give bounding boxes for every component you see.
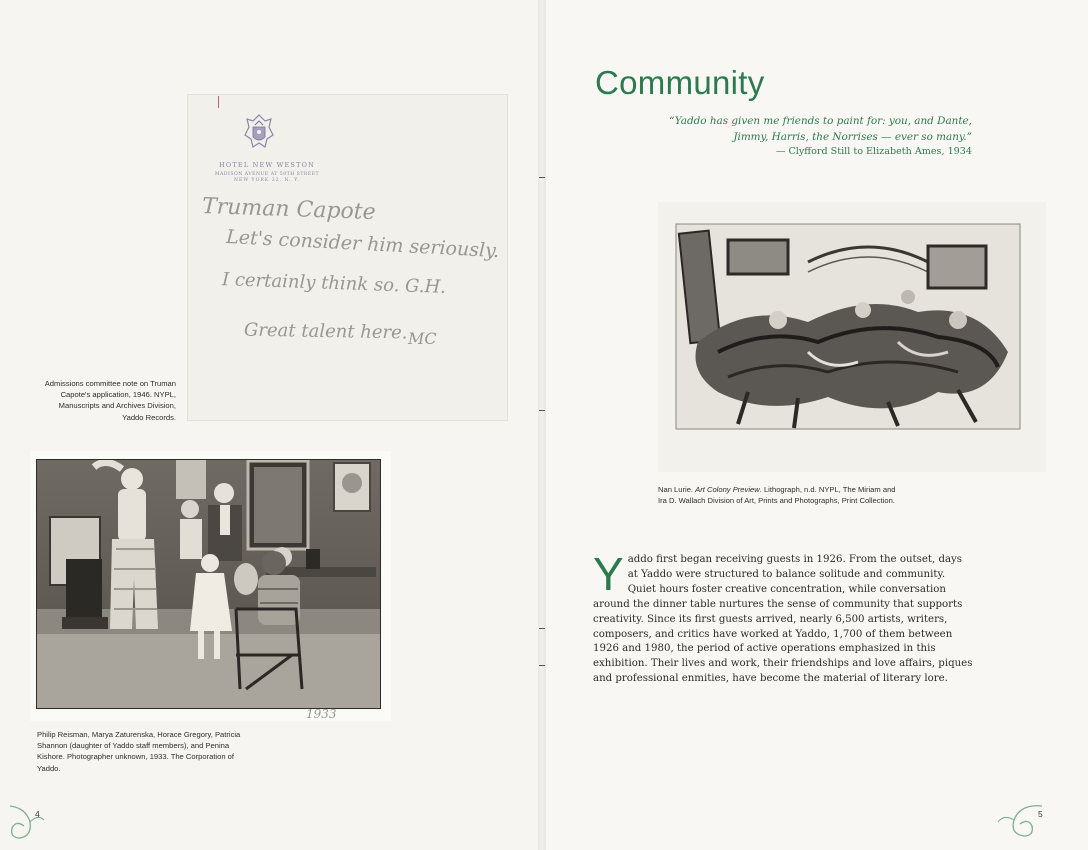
handwriting-initials: MC xyxy=(408,329,437,348)
handwriting-line: I certainly think so. G.H. xyxy=(221,269,447,298)
lithograph-image xyxy=(658,202,1046,472)
epigraph-attribution: — Clyfford Still to Elizabeth Ames, 1934 xyxy=(775,146,972,157)
body-paragraph xyxy=(593,548,973,687)
lithograph-caption xyxy=(658,484,898,506)
litho-caption-title: Art Colony Preview xyxy=(695,485,760,494)
capote-admissions-note xyxy=(187,94,508,421)
drop-cap: Y xyxy=(593,548,624,600)
page-title: Community xyxy=(595,64,765,101)
letterhead-name: HOTEL NEW WESTON xyxy=(218,161,316,169)
book-gutter xyxy=(538,0,546,850)
epigraph-quote: “Yaddo has given me friends to paint for: you, and Dante, Jimmy, Harris, the Norrises — ever so many.” xyxy=(669,115,972,143)
gutter-tick xyxy=(539,665,545,666)
letterhead-address: MADISON AVENUE AT 50TH STREET xyxy=(214,172,320,177)
gutter-tick xyxy=(539,177,545,178)
photo-caption: Philip Reisman, Marya Zaturenska, Horace Gregory, Patricia Shannon (daughter of Yaddo staff members), and Penina Kishore. Photographer unknown, 1933. The Corporation of Yaddo. xyxy=(37,730,241,773)
handwriting-line: Great talent here. xyxy=(243,319,408,344)
litho-caption-author: Nan Lurie. xyxy=(658,485,696,494)
letterhead-city: NEW YORK 22, N. Y. xyxy=(233,178,300,183)
art-colony-lithograph xyxy=(658,202,1046,472)
left-page-number: 4 xyxy=(35,809,40,819)
left-swirl-ornament xyxy=(8,800,48,845)
handwriting-line: Let's consider him seriously. xyxy=(225,225,500,263)
group-photo xyxy=(36,459,381,709)
gutter-tick xyxy=(539,410,545,411)
letterhead xyxy=(212,161,322,183)
handwriting-line: Truman Capote xyxy=(201,193,377,226)
letter-caption: Admissions committee note on Truman Capote's application, 1946. NYPL, Manuscripts and Archives Division, Yaddo Records. xyxy=(44,379,176,422)
photo-pencil-year: 1933 xyxy=(306,707,337,721)
gutter-tick xyxy=(539,628,545,629)
litho-caption-rest: . Lithograph, n.d. NYPL, The Miriam and Ira D. Wallach Division of Art, Prints and Photographs, Print Collection. xyxy=(658,485,896,506)
hotel-crest-icon xyxy=(241,113,277,153)
body-text: addo first began receiving guests in 1926. From the outset, days at Yaddo were structured to balance solitude and community. Quiet hours foster creative concentration, while conversation around the dinner table nurtures the sense of community that supports creativity. Since its first guests arrived, nearly 6,500 artists, writers, composers, and critics have worked at Yaddo, 1,700 of them between 1926 and 1980, the period of active operations emphasized in this exhibition. Their lives and work, their friendships and love affairs, piques and professional enmities, have become the material of literary lore. xyxy=(593,554,973,685)
right-page-number: 5 xyxy=(1038,809,1043,819)
red-pencil-mark xyxy=(218,96,219,108)
group-photo-frame xyxy=(30,451,391,721)
right-swirl-ornament xyxy=(996,796,1046,844)
